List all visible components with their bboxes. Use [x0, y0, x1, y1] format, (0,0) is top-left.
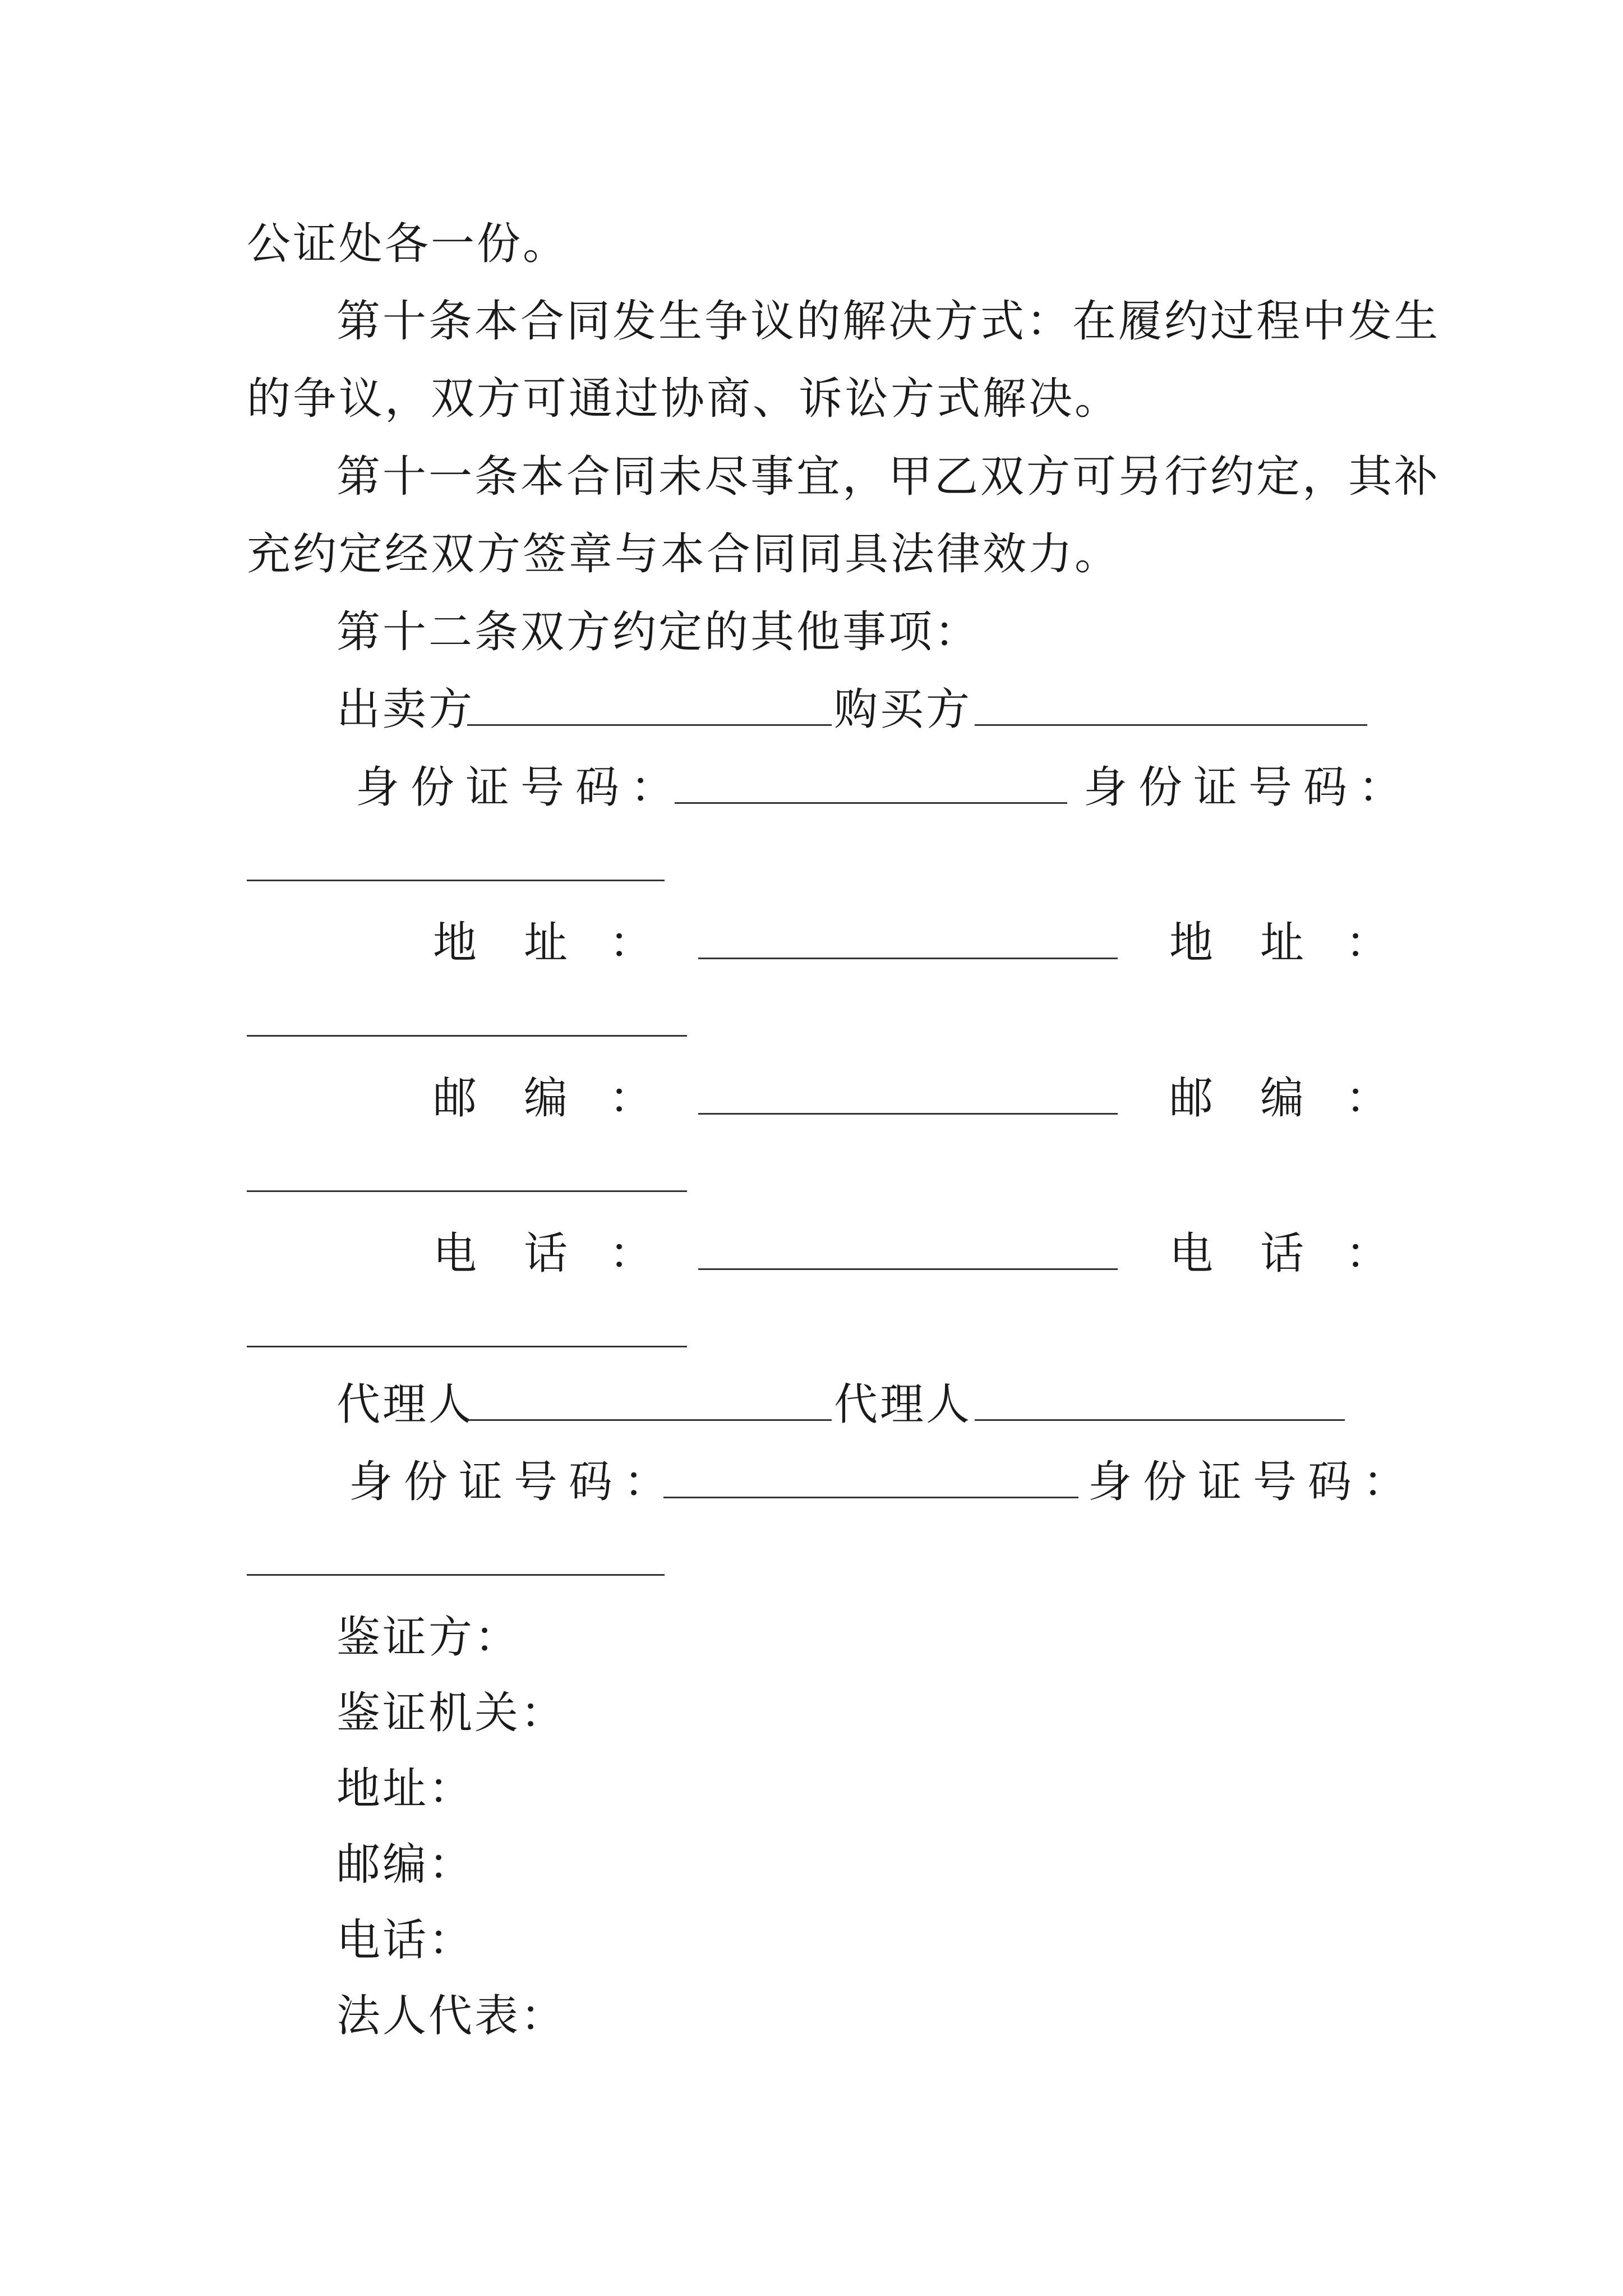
witness-party-label: 鉴证方：	[336, 1612, 521, 1663]
seller-phone-blank	[698, 1268, 1118, 1270]
seller-blank	[467, 724, 832, 726]
seller-id-blank	[675, 802, 1067, 804]
seller-id-label: 身份证号码：	[356, 762, 686, 813]
article-11-line-2: 充约定经双方签章与本合同同具法律效力。	[247, 529, 1121, 579]
seller-agent-id-label: 身份证号码：	[349, 1457, 679, 1507]
witness-phone-label: 电话：	[336, 1915, 475, 1966]
buyer-postcode-label: 邮 编 ：	[1169, 1073, 1392, 1124]
paragraph-notary-copy: 公证处各一份。	[247, 219, 569, 269]
witness-legal-rep-label: 法人代表：	[336, 1991, 567, 2041]
article-10-line-1: 第十条本合同发生争议的解决方式：在履约过程中发生	[336, 296, 1441, 347]
seller-postcode-blank	[698, 1113, 1118, 1115]
seller-phone-label: 电 话 ：	[433, 1228, 656, 1279]
buyer-agent-id-label: 身份证号码：	[1088, 1457, 1418, 1507]
buyer-address-blank	[247, 1035, 687, 1037]
buyer-agent-id-blank	[247, 1574, 665, 1576]
buyer-agent-blank	[975, 1419, 1345, 1421]
seller-agent-blank	[467, 1419, 832, 1421]
seller-agent-id-blank	[663, 1497, 1078, 1498]
buyer-postcode-blank	[247, 1190, 687, 1192]
seller-label: 出卖方	[336, 684, 475, 735]
buyer-label: 购买方	[834, 684, 972, 735]
buyer-address-label: 地 址 ：	[1169, 918, 1392, 968]
witness-address-label: 地址：	[336, 1764, 475, 1814]
witness-authority-label: 鉴证机关：	[336, 1688, 567, 1738]
buyer-phone-blank	[247, 1346, 687, 1347]
seller-postcode-label: 邮 编 ：	[433, 1073, 656, 1124]
buyer-blank	[975, 724, 1367, 726]
witness-postcode-label: 邮编：	[336, 1839, 475, 1890]
article-12: 第十二条双方约定的其他事项：	[336, 607, 981, 657]
article-11-line-1: 第十一条本合同未尽事宜，甲乙双方可另行约定，其补	[336, 452, 1441, 502]
seller-address-blank	[698, 958, 1118, 959]
seller-agent-label: 代理人	[336, 1379, 475, 1430]
seller-address-label: 地 址 ：	[433, 918, 656, 968]
buyer-id-blank	[247, 880, 665, 881]
buyer-id-label: 身份证号码：	[1083, 762, 1414, 813]
article-10-line-2: 的争议，双方可通过协商、诉讼方式解决。	[247, 374, 1121, 424]
buyer-agent-label: 代理人	[834, 1379, 972, 1430]
buyer-phone-label: 电 话 ：	[1169, 1228, 1392, 1279]
